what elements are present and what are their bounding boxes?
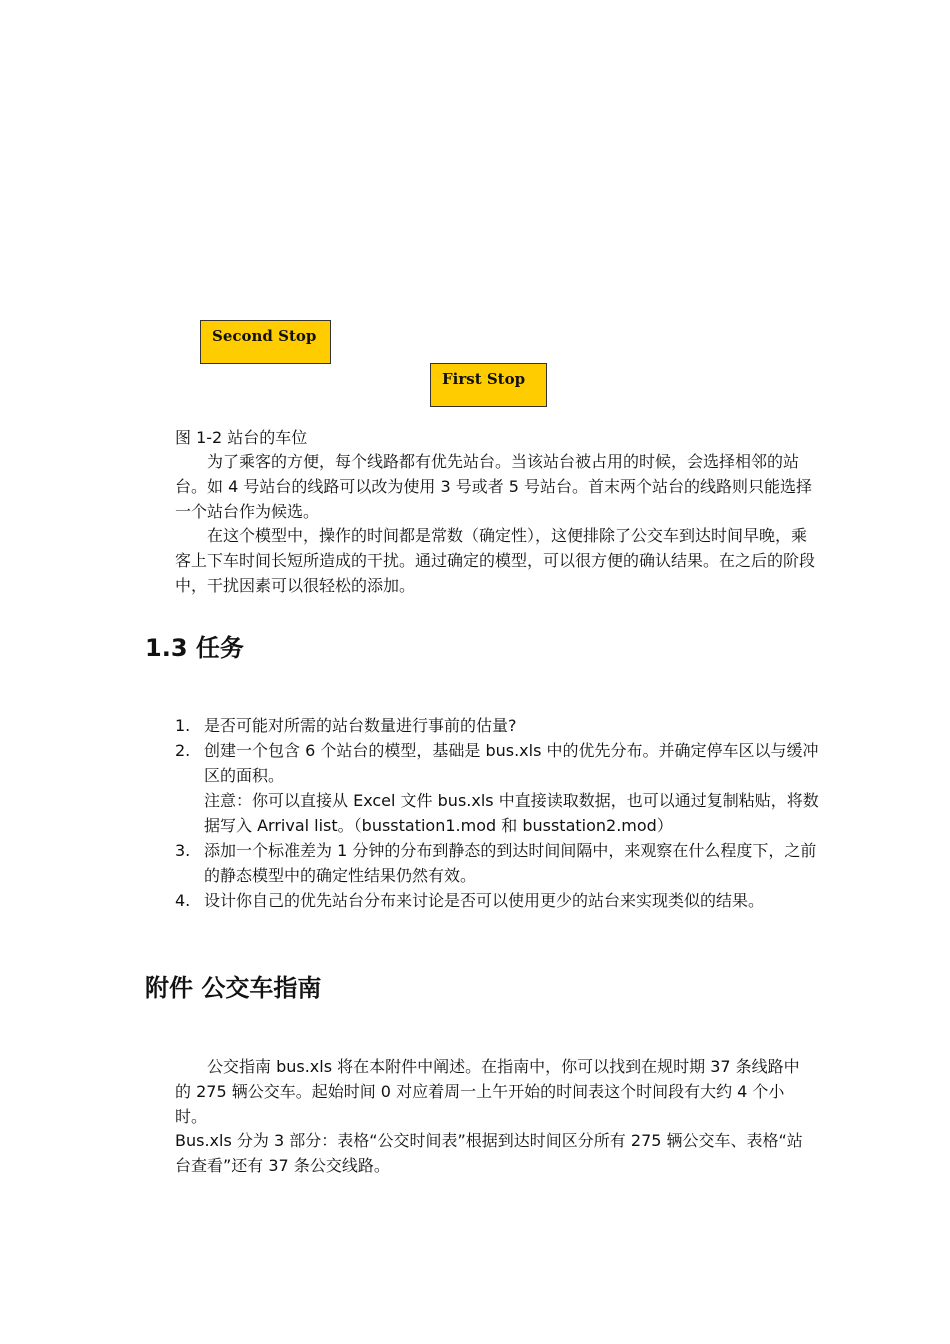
list-item-text: 创建一个包含 6 个站台的模型，基础是 bus.xls 中的优先分布。并确定停车区以与缓冲区的面积。: [204, 741, 819, 785]
paragraph-bus-xls-parts: Bus.xls 分为 3 部分：表格“公交时间表”根据到达时间区分所有 275 辆公交车、表格“站台查看”还有 37 条公交线路。: [175, 1131, 803, 1175]
section-heading-tasks: 1.3 任务: [145, 634, 244, 662]
paragraph-preferred-stations: 为了乘客的方便，每个线路都有优先站台。当该站台被占用的时候，会选择相邻的站台。如 4 号站台的线路可以改为使用 3 号或者 5 号站台。首末两个站台的线路则只能选择一个站台作为候选。: [175, 452, 813, 521]
list-number: 2.: [175, 741, 191, 760]
list-number: 4.: [175, 891, 191, 910]
list-item: [175, 838, 825, 888]
section-heading-appendix: 附件 公交车指南: [145, 974, 322, 1002]
first-stop-box: First Stop: [430, 363, 547, 407]
list-item-note: 注意：你可以直接从 Excel 文件 bus.xls 中直接读取数据，也可以通过复制粘贴，将数据写入 Arrival list。（busstation1.mod 和 busstation2.mod）: [204, 791, 819, 835]
paragraph-deterministic-model: 在这个模型中，操作的时间都是常数（确定性），这便排除了公交车到达时间早晚，乘客上下车时间长短所造成的干扰。通过确定的模型，可以很方便的确认结果。在之后的阶段中，干扰因素可以很轻松的添加。: [175, 526, 816, 595]
list-item: [175, 888, 825, 913]
list-number: 3.: [175, 841, 191, 860]
figure-caption: 图 1-2 站台的车位: [175, 428, 308, 447]
list-number: 1.: [175, 716, 191, 735]
list-item-text: 是否可能对所需的站台数量进行事前的估量?: [204, 716, 517, 735]
paragraph-bus-guide: 公交指南 bus.xls 将在本附件中阐述。在指南中，你可以找到在规时期 37 条线路中的 275 辆公交车。起始时间 0 对应着周一上午开始的时间表这个时间段有大约 4 个小时。: [175, 1057, 800, 1126]
list-item-text: 添加一个标准差为 1 分钟的分布到静态的到达时间间隔中，来观察在什么程度下，之前的静态模型中的确定性结果仍然有效。: [204, 841, 817, 885]
list-item-text: 设计你自己的优先站台分布来讨论是否可以使用更少的站台来实现类似的结果。: [204, 891, 765, 910]
list-item: [175, 713, 825, 738]
task-list: [175, 713, 825, 913]
second-stop-box: Second Stop: [200, 320, 331, 364]
list-item: [175, 738, 825, 838]
